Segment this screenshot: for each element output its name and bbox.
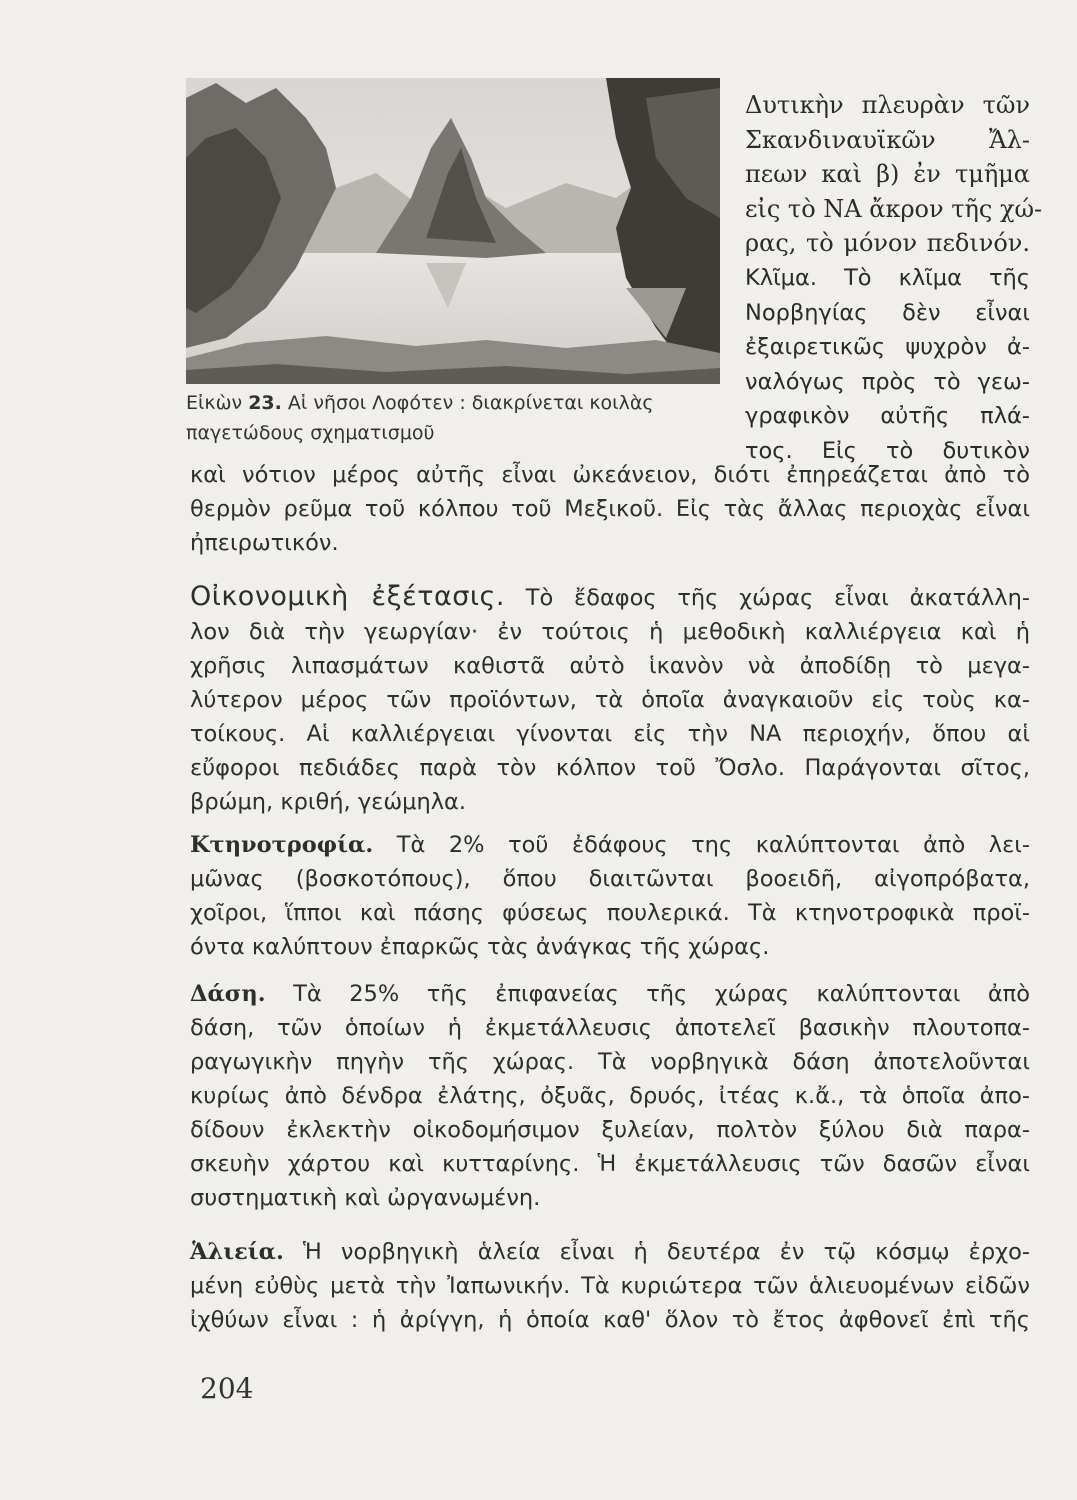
column-line: ναλόγως πρὸς τὸ γεω-	[745, 368, 1030, 395]
economy-paragraph	[190, 580, 1030, 819]
column-line: γραφικὸν αὐτῆς πλά-	[745, 403, 1030, 430]
body-line: μῶνας (βοσκοτόπους), ὅπου διαιτῶνται βοοειδῆ, αἰγοπρόβατα,	[190, 866, 1030, 892]
economy-first-line: Τὸ ἔδαφος τῆς χώρας εἶναι ἀκατάλλη-	[504, 585, 1030, 611]
body-line: δίδουν ἐκλεκτὴν οἰκοδομήσιμον ξυλείαν, πολτὸν ξύλου διὰ παρα-	[190, 1117, 1030, 1143]
body-line: θερμὸν ρεῦμα τοῦ κόλπου τοῦ Μεξικοῦ. Εἰς τὰς ἄλλας περιοχὰς εἶναι	[190, 496, 1030, 522]
body-line: χοῖροι, ἵπποι καὶ πάσης φύσεως πουλερικά. Τὰ κτηνοτροφικὰ προϊ-	[190, 900, 1030, 926]
body-line: χρῆσις λιπασμάτων καθιστᾶ αὐτὸ ἱκανὸν νὰ ἀποδίδῃ τὸ μεγα-	[190, 653, 1030, 679]
caption-text: Αἱ νῆσοι Λοφότεν : διακρίνεται κοιλὰς	[287, 392, 654, 414]
figure-caption	[186, 388, 720, 448]
body-line: ἰχθύων εἶναι : ἡ ἀρίγγη, ἡ ὁποία καθ' ὅλον τὸ ἔτος ἀφθονεῖ ἐπὶ τῆς	[190, 1307, 1030, 1333]
fishing-paragraph	[190, 1235, 1030, 1337]
body-line: κυρίως ἀπὸ δένδρα ἐλάτης, ὀξυᾶς, δρυός, ἰτέας κ.ἄ., τὰ ὁποῖα ἀπο-	[190, 1083, 1030, 1109]
caption-number: 23.	[248, 392, 282, 414]
column-line: Δυτικὴν πλευρὰν τῶν	[745, 91, 1030, 119]
forest-heading: Δάση.	[190, 981, 266, 1007]
side-column-text	[745, 88, 1043, 469]
body-line: βρώμη, κριθή, γεώμηλα.	[190, 789, 467, 815]
column-line: Σκανδιναυϊκῶν Ἄλ-	[745, 125, 1030, 154]
body-line: συστηματικὴ καὶ ὠργανωμένη.	[190, 1185, 541, 1211]
page-number: 204	[200, 1372, 254, 1405]
caption-text-line-2: παγετώδους σχηματισμοῦ	[186, 422, 435, 444]
column-line: Νορβηγίας δὲν εἶναι	[745, 299, 1030, 326]
forest-first-line: Τὰ 25% τῆς ἐπιφανείας τῆς χώρας καλύπτονται ἀπὸ	[265, 981, 1030, 1007]
body-line: εὔφοροι πεδιάδες παρὰ τὸν κόλπον τοῦ Ὄσλο. Παράγονται σῖτος,	[190, 755, 1030, 781]
body-line: ἠπειρωτικόν.	[190, 530, 339, 556]
caption-prefix: Εἰκὼν	[186, 392, 243, 414]
column-line: τος. Εἰς τὸ δυτικὸν	[745, 437, 1030, 464]
body-line: λύτερον μέρος τῶν προϊόντων, τὰ ὁποῖα ἀναγκαιοῦν εἰς τοὺς κα-	[190, 687, 1030, 713]
column-line: εἰς τὸ ΝΑ ἄκρον τῆς χώ-	[745, 194, 1043, 223]
body-line: ραγωγικὴν πηγὴν τῆς χώρας. Τὰ νορβηγικὰ δάση ἀποτελοῦνται	[190, 1049, 1030, 1075]
column-line: Κλῖμα. Τὸ κλῖμα τῆς	[745, 264, 1030, 291]
body-line: σκευὴν χάρτου καὶ κυτταρίνης. Ἡ ἐκμετάλλευσις τῶν δασῶν εἶναι	[190, 1151, 1030, 1177]
climate-paragraph-continued	[190, 458, 1030, 560]
column-line: ἐξαιρετικῶς ψυχρὸν ἀ-	[745, 334, 1030, 361]
figure-lofoten-photo	[186, 78, 720, 384]
livestock-heading: Κτηνοτροφία.	[190, 832, 374, 858]
fishing-heading: Ἁλιεία.	[190, 1239, 284, 1265]
fishing-first-line: Ἡ νορβηγικὴ ἁλεία εἶναι ἡ δευτέρα ἐν τῷ κόσμῳ ἐρχο-	[283, 1239, 1030, 1265]
body-line: όντα καλύπτουν ἐπαρκῶς τὰς ἀνάγκας τῆς χώρας.	[190, 934, 770, 960]
column-line: ρας, τὸ μόνον πεδινόν.	[745, 229, 1030, 258]
economy-heading: Οἰκονομικὴ ἐξέτασις.	[190, 581, 505, 612]
livestock-first-line: Τὰ 2% τοῦ ἐδάφους της καλύπτονται ἀπὸ λει-	[373, 832, 1030, 858]
body-line: καὶ νότιον μέρος αὐτῆς εἶναι ὠκεάνειον, διότι ἐπηρεάζεται ἀπὸ τὸ	[190, 462, 1030, 488]
body-line: μένη εὐθὺς μετὰ τὴν Ἰαπωνικήν. Τὰ κυριώτερα τῶν ἁλιευομένων εἰδῶν	[190, 1273, 1030, 1299]
livestock-paragraph	[190, 828, 1030, 964]
column-line: πεων καὶ β) ἐν τμῆμα	[745, 160, 1030, 189]
body-line: δάση, τῶν ὁποίων ἡ ἐκμετάλλευσις ἀποτελεῖ βασικὴν πλουτοπα-	[190, 1015, 1030, 1041]
body-line: λον διὰ τὴν γεωργίαν· ἐν τούτοις ἡ μεθοδικὴ καλλιέργεια καὶ ἡ	[190, 619, 1030, 645]
lofoten-photo-image	[186, 78, 720, 384]
body-line: τοίκους. Αἱ καλλιέργειαι γίνονται εἰς τὴν ΝΑ περιοχήν, ὅπου αἱ	[190, 721, 1030, 747]
forest-paragraph	[190, 977, 1030, 1215]
